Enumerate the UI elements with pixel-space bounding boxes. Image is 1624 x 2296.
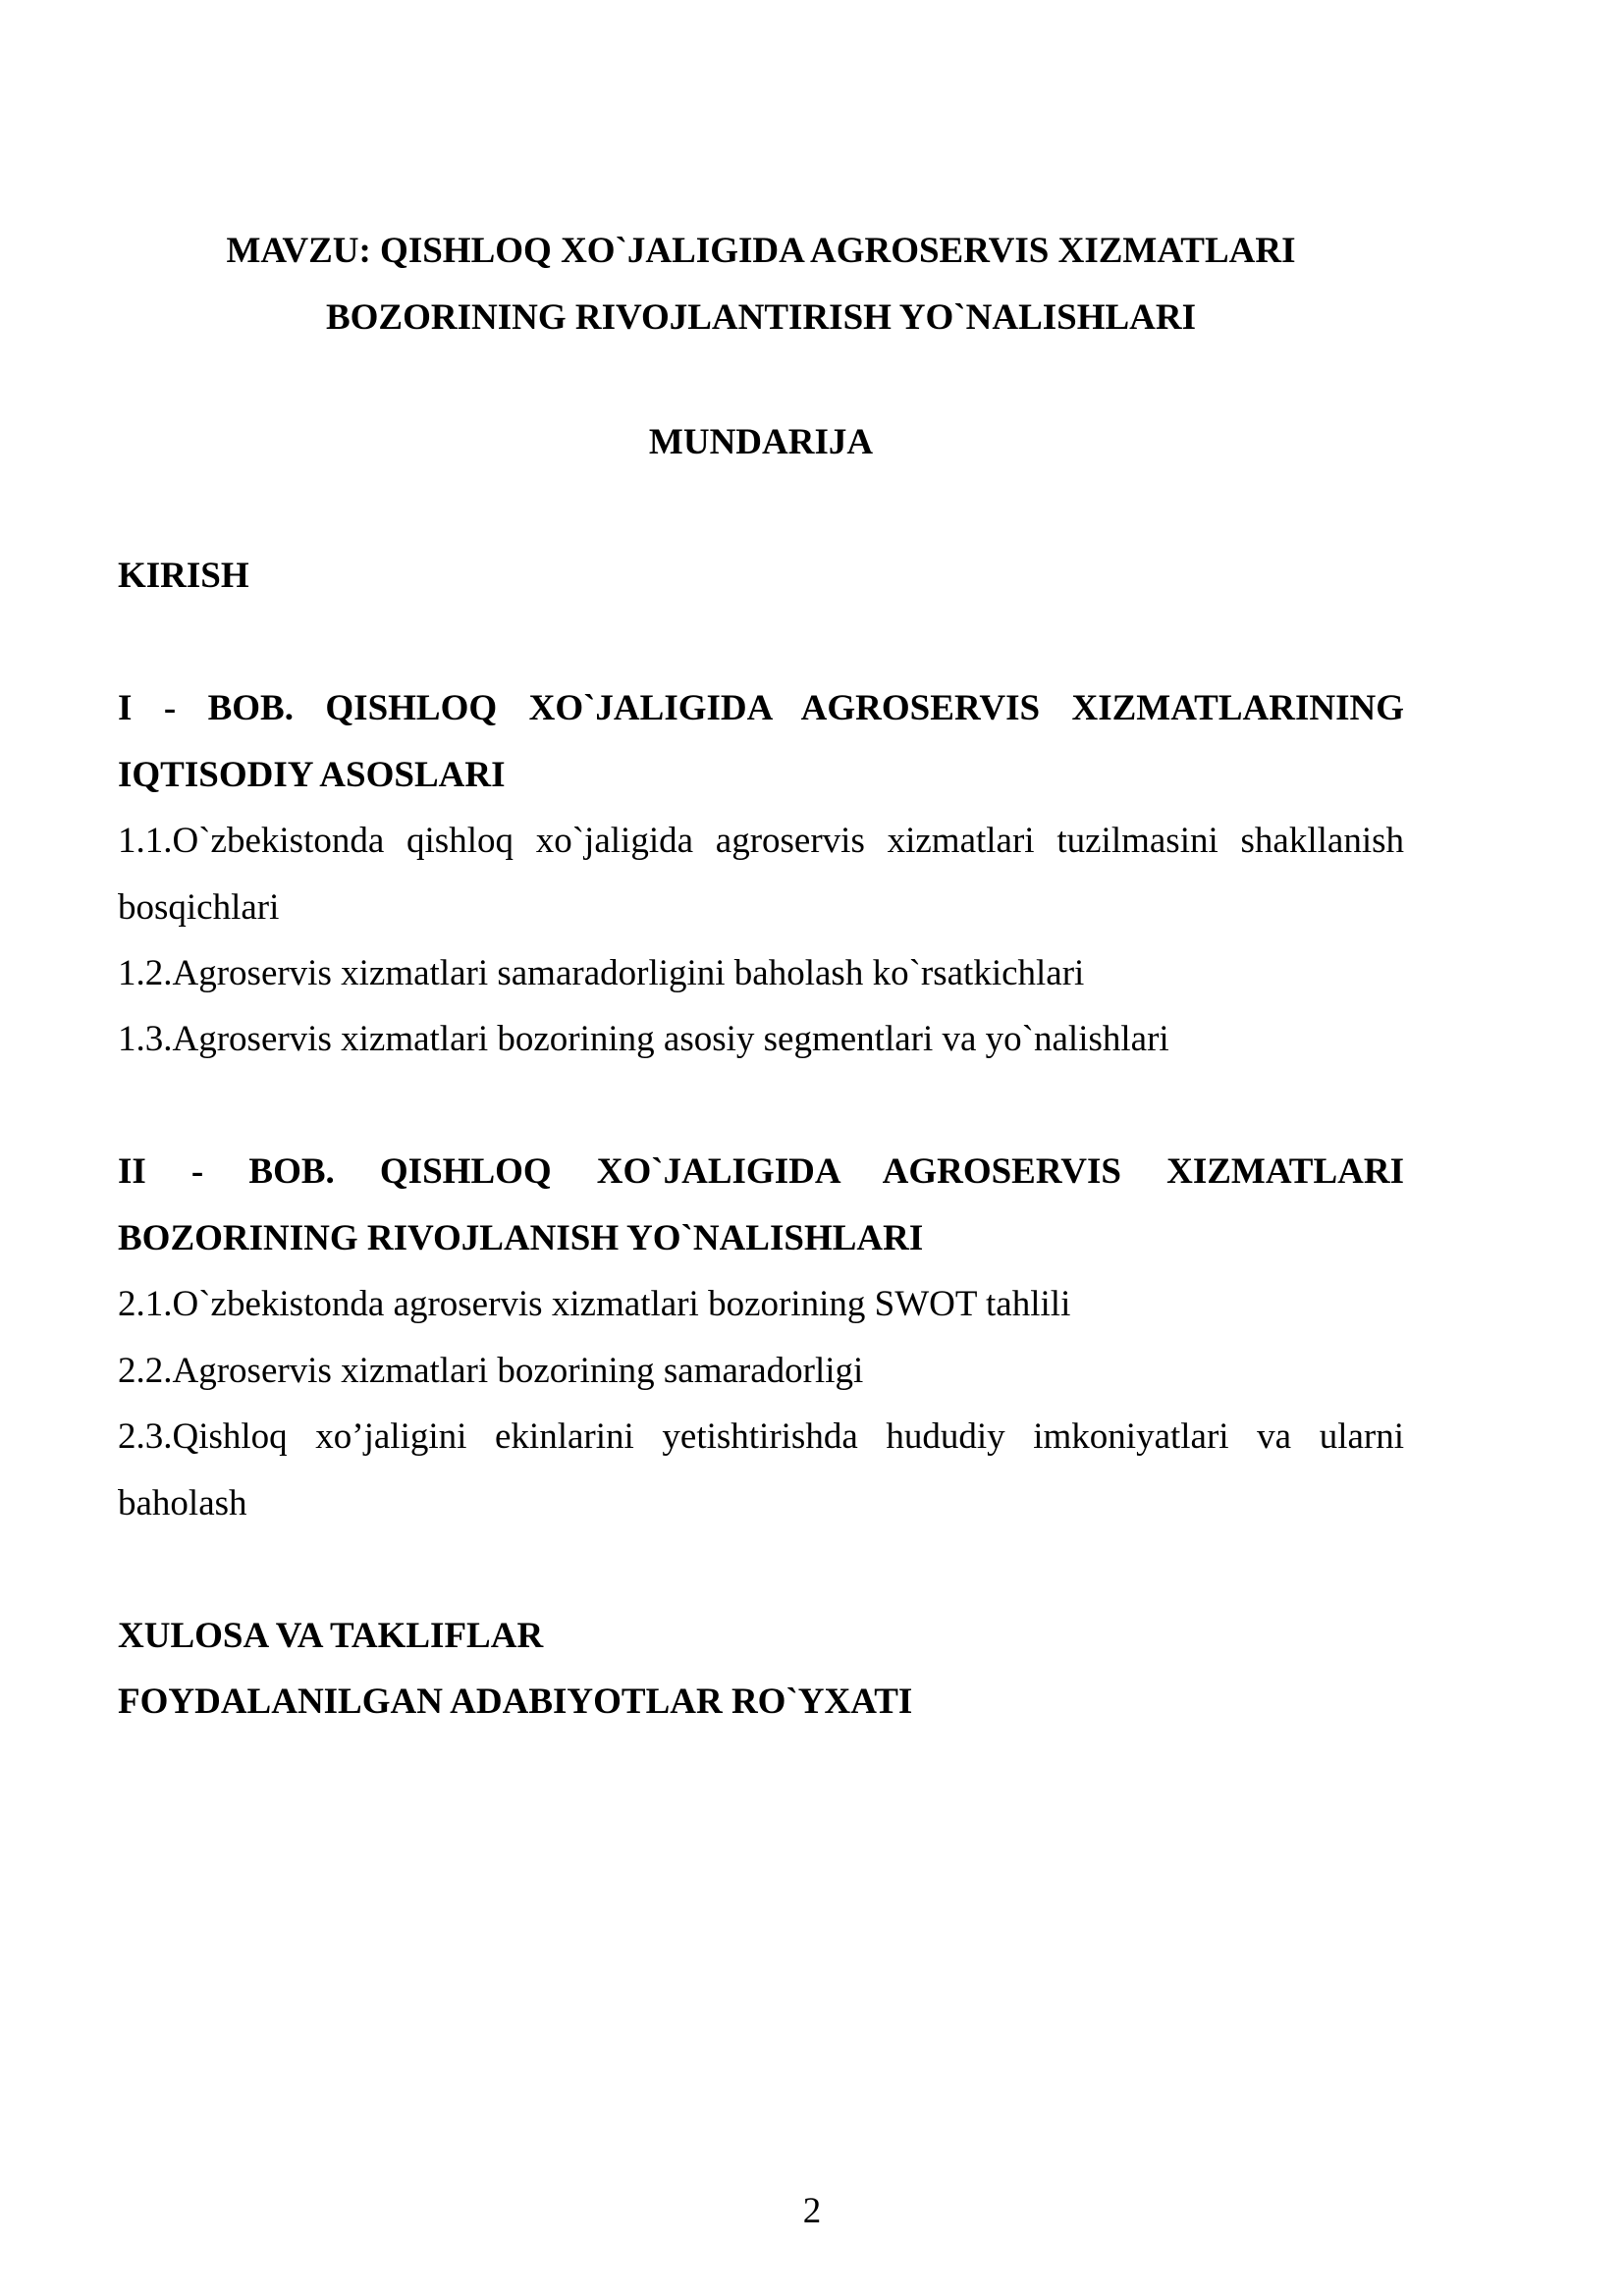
toc-entry-1-3: 1.3.Agroservis xizmatlari bozorining asosiy segmentlari va yo`nalishlari — [118, 1019, 1169, 1059]
toc-entry-conclusion: XULOSA VA TAKLIFLAR — [118, 1616, 544, 1656]
toc-entry-2-1: 2.1.O`zbekistonda agroservis xizmatlari bozorining SWOT tahlili — [118, 1284, 1071, 1324]
chapter-2-heading: II - BOB. QISHLOQ XO`JALIGIDA AGROSERVIS XIZMATLARI BOZORINING RIVOJLANISH YO`NALISHLARI — [118, 1151, 1404, 1258]
document-title — [118, 218, 1404, 351]
toc-entry-intro: KIRISH — [118, 556, 249, 596]
toc-entry-1-2: 1.2.Agroservis xizmatlari samaradorligini baholash ko`rsatkichlari — [118, 953, 1085, 993]
toc-heading: MUNDARIJA — [648, 422, 874, 462]
toc-entry-2-2: 2.2.Agroservis xizmatlari bozorining samaradorligi — [118, 1351, 864, 1391]
page-number: 2 — [802, 2191, 822, 2231]
toc-entry-2-3: 2.3.Qishloq xo’jaligini ekinlarini yetishtirishda hududiy imkoniyatlari va ularni baholash — [118, 1416, 1404, 1523]
toc-entry-references: FOYDALANILGAN ADABIYOTLAR RO`YXATI — [118, 1682, 913, 1722]
toc-entry-1-1: 1.1.O`zbekistonda qishloq xo`jaligida agroservis xizmatlari tuzilmasini shakllanish bosqichlari — [118, 821, 1404, 928]
title-line-2: BOZORINING RIVOJLANTIRISH YO`NALISHLARI — [325, 297, 1197, 338]
chapter-1-heading: I - BOB. QISHLOQ XO`JALIGIDA AGROSERVIS XIZMATLARINING IQTISODIY ASOSLARI — [118, 688, 1404, 795]
title-line-1: MAVZU: QISHLOQ XO`JALIGIDA AGROSERVIS XIZMATLARI — [226, 231, 1296, 271]
